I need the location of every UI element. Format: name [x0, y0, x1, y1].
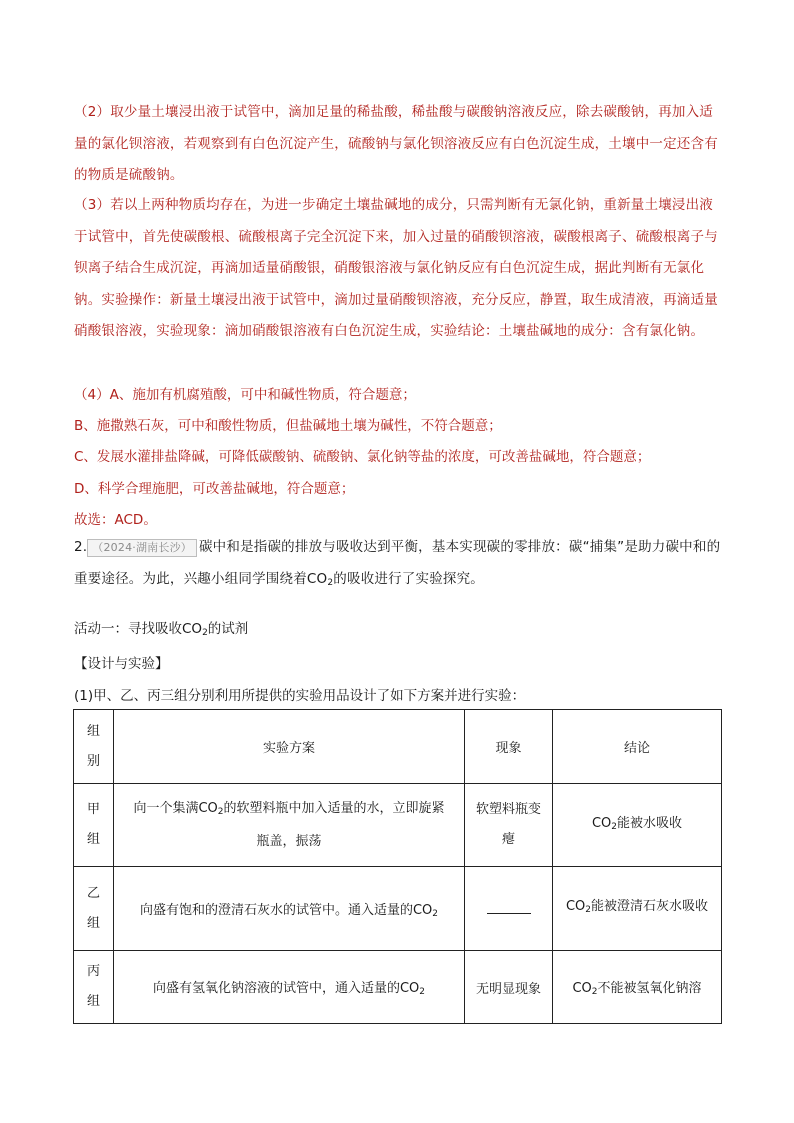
header-group: 组别	[74, 710, 114, 784]
header-conclusion: 结论	[553, 710, 722, 784]
conc-text-a: CO	[565, 899, 586, 914]
stem-subscript: 2	[327, 577, 334, 588]
plan-subscript: 2	[419, 987, 426, 997]
plan-subscript: 2	[432, 908, 439, 919]
plan-text-b: 的软塑料瓶中加入适量的水，立即旋紧瓶盖，振荡	[223, 800, 445, 849]
answer-option-a: （4）A、施加有机腐殖酸，可中和碱性物质，符合题意；	[74, 387, 416, 403]
source-tag: （2024·湖南长沙）	[87, 539, 197, 557]
cell-conclusion	[553, 867, 722, 951]
answer-option-b: B、施撒熟石灰，可中和酸性物质，但盐碱地土壤为碱性，不符合题意；	[74, 418, 502, 434]
table-header-row	[74, 710, 722, 784]
answer-choice: 故选：ACD。	[74, 512, 157, 528]
plan-subscript: 2	[217, 806, 224, 817]
conc-text-b: 能被水吸收	[617, 815, 683, 831]
cell-phenomenon-blank[interactable]	[465, 867, 553, 951]
plan-text-a: 向盛有氢氧化钠溶液的试管中，通入适量的CO	[152, 981, 420, 996]
answer-option-d: D、科学合理施肥，可改善盐碱地，符合题意；	[74, 481, 355, 497]
plan-text-a: 向一个集满CO	[133, 800, 218, 816]
conc-subscript: 2	[611, 821, 618, 832]
cell-conclusion	[553, 784, 722, 867]
cell-plan	[114, 867, 465, 951]
conc-text-b: 能被澄清石灰水吸收	[591, 899, 709, 914]
cell-group: 丙组	[74, 951, 114, 1024]
conc-subscript: 2	[585, 905, 592, 915]
activity-text-b: 的试剂	[207, 621, 249, 637]
conc-text-a: CO	[572, 981, 592, 996]
activity-text-a: 活动一：寻找吸收CO	[74, 621, 203, 637]
activity-heading	[74, 617, 248, 638]
cell-plan	[114, 784, 465, 867]
question-number: 2.	[74, 539, 88, 555]
experiment-table	[73, 709, 722, 1024]
activity-subscript: 2	[202, 628, 208, 638]
answer-paragraph-3: （3）若以上两种物质均存在，为进一步确定土壤盐碱地的成分，只需判断有无氯化钠，重新量土壤浸出液于试管中，首先使碳酸根、硫酸根离子完全沉淀下来，加入过量的硝酸钡溶液，碳酸根离子、硫酸根离子与钡离子结合生成沉淀，再滴加适量硝酸银，硝酸银溶液与氯化钠反应有白色沉淀生成，据此判断有无氯化钠。实验操作：新量土壤浸出液于试管中，滴加过量硝酸钡溶液，充分反应，静置，取生成清液，再滴适量硝酸银溶液，实验现象：滴加硝酸银溶液有白色沉淀生成，实验结论：土壤盐碱地的成分：含有氯化钠。	[74, 197, 718, 339]
answer-option-c: C、发展水灌排盐降碱，可降低碳酸钠、硫酸钠、氯化钠等盐的浓度，可改善盐碱地，符合题意；	[74, 449, 651, 465]
table-row	[74, 867, 722, 951]
plan-text-a: 向盛有饱和的澄清石灰水的试管中。通入适量的CO	[139, 902, 433, 918]
header-plan: 实验方案	[114, 710, 465, 784]
cell-group: 乙组	[74, 867, 114, 951]
instruction-text: (1)甲、乙、丙三组分别利用所提供的实验用品设计了如下方案并进行实验：	[74, 688, 526, 704]
answer-paragraph-2: （2）取少量土壤浸出液于试管中，滴加足量的稀盐酸，稀盐酸与碳酸钠溶液反应，除去碳酸钠，再加入适量的氯化钡溶液，若观察到有白色沉淀产生，硫酸钠与氯化钡溶液反应有白色沉淀生成，土壤中一定还含有的物质是硫酸钠。	[74, 104, 718, 183]
table-row	[74, 784, 722, 867]
conc-text-a: CO	[591, 815, 612, 831]
cell-conclusion	[553, 951, 722, 1024]
stem-text-b: 的吸收进行了实验探究。	[333, 570, 484, 587]
stem-text-a: 碳中和是指碳的排放与吸收达到平衡，基本实现碳的零排放：碳“捕集”是助力碳中和的重要途径。为此，兴趣小组同学围绕着CO	[74, 539, 721, 587]
section-heading: 【设计与实验】	[74, 656, 169, 672]
conc-text-b: 不能被氢氧化钠溶	[597, 981, 702, 996]
header-phenomenon: 现象	[465, 710, 553, 784]
cell-group: 甲组	[74, 784, 114, 867]
cell-plan	[114, 951, 465, 1024]
question-stem	[74, 532, 724, 599]
conc-subscript: 2	[591, 987, 598, 997]
cell-phenomenon: 软塑料瓶变瘪	[465, 784, 553, 867]
cell-phenomenon: 无明显现象	[465, 951, 553, 1024]
table-row	[74, 951, 722, 1024]
answer-blank[interactable]	[487, 899, 531, 914]
